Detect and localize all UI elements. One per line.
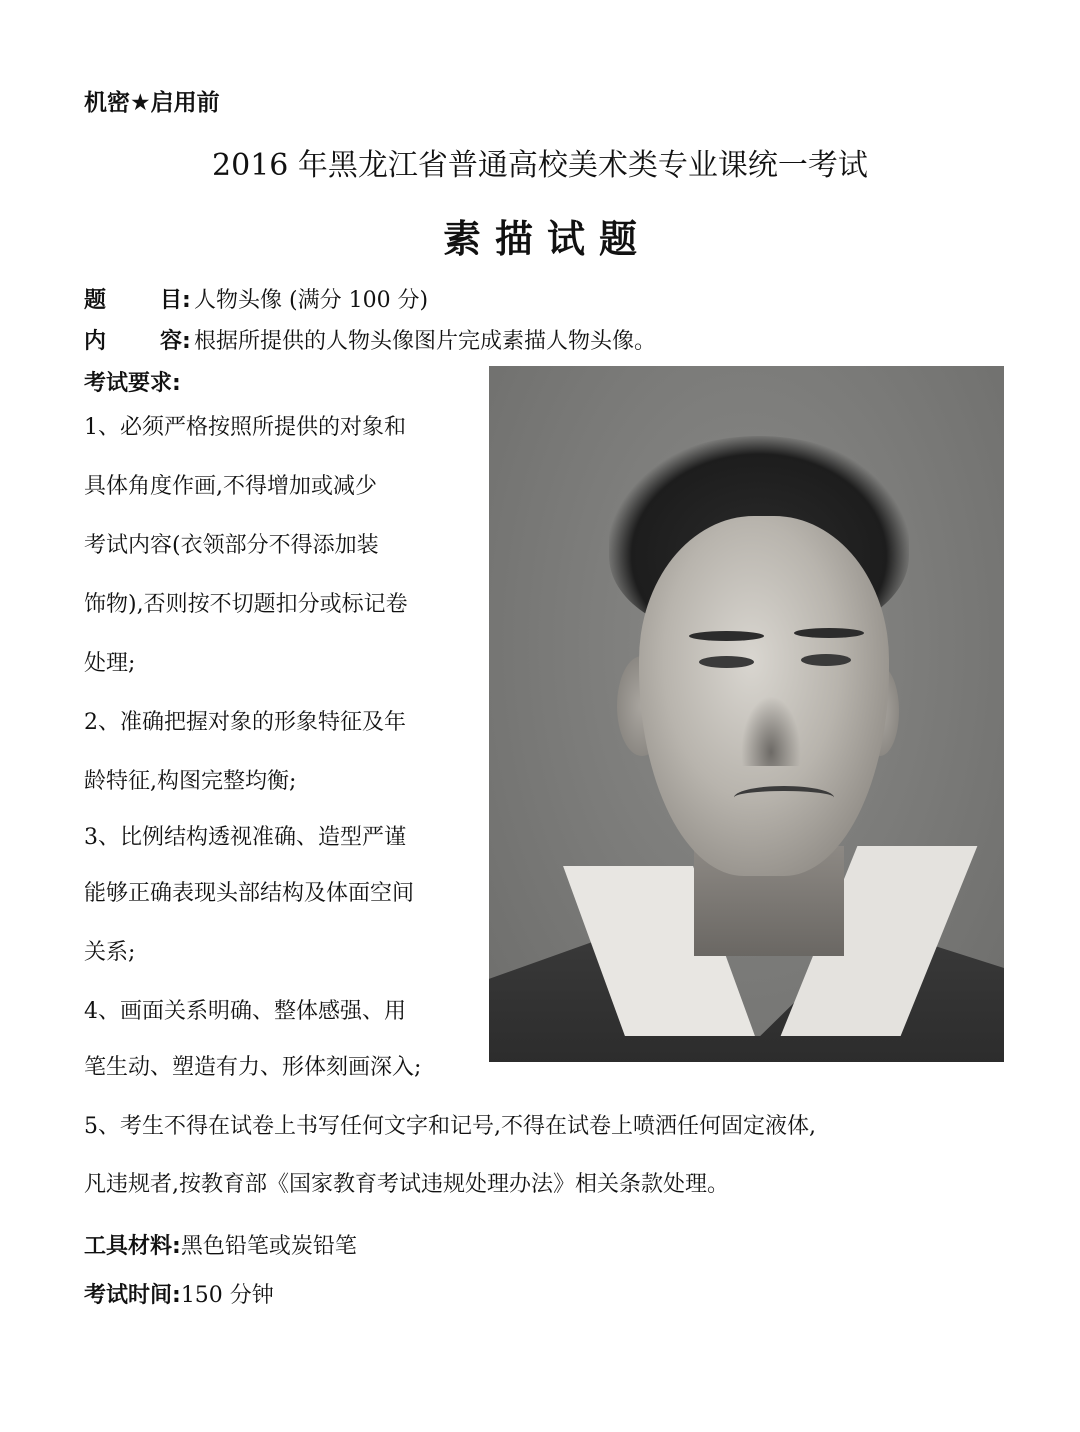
portrait-eye-left [699, 656, 754, 668]
portrait-nose [741, 696, 801, 766]
topic-value: 人物头像 (满分 100 分) [194, 288, 429, 313]
time-label: 考试时间: [84, 1283, 181, 1308]
requirement-line: 考试内容(衣领部分不得添加装 [84, 533, 379, 558]
portrait-eye-right [801, 654, 851, 666]
requirements-heading: 考试要求: [84, 371, 181, 396]
content-label: 内 容: [84, 329, 191, 354]
content-row [84, 324, 656, 355]
requirement-line: 3、比例结构透视准确、造型严谨 [84, 825, 406, 850]
portrait-brow-left [689, 631, 764, 641]
requirement-line: 1、必须严格按照所提供的对象和 [84, 415, 406, 440]
tools-label: 工具材料: [84, 1234, 181, 1259]
confidential-label: 机密★启用前 [84, 90, 220, 116]
requirement-line: 处理; [84, 651, 136, 676]
time-value: 150 分钟 [180, 1283, 274, 1308]
requirement-line: 能够正确表现头部结构及体面空间 [84, 881, 415, 906]
time-row [84, 1278, 274, 1309]
requirement-line: 龄特征,构图完整均衡; [84, 769, 297, 794]
requirement-line: 饰物),否则按不切题扣分或标记卷 [84, 592, 408, 617]
portrait-mouth [734, 786, 834, 809]
topic-row [84, 283, 428, 314]
requirement-line: 关系; [84, 940, 136, 965]
requirement-line: 具体角度作画,不得增加或减少 [84, 474, 377, 499]
requirement-line: 2、准确把握对象的形象特征及年 [84, 710, 406, 735]
topic-label: 题 目: [84, 288, 191, 313]
requirement-line-wide: 凡违规者,按教育部《国家教育考试违规处理办法》相关条款处理。 [84, 1172, 729, 1197]
exam-title: 2016 年黑龙江省普通高校美术类专业课统一考试 [212, 148, 868, 183]
tools-value: 黑色铅笔或炭铅笔 [180, 1234, 357, 1259]
content-value: 根据所提供的人物头像图片完成素描人物头像。 [194, 329, 657, 354]
requirement-line: 4、画面关系明确、整体感强、用 [84, 999, 406, 1024]
tools-row [84, 1229, 357, 1260]
portrait-photo [489, 366, 1004, 1062]
subject-title: 素描试题 [442, 217, 651, 261]
portrait-brow-right [794, 628, 864, 638]
requirement-line: 笔生动、塑造有力、形体刻画深入; [84, 1055, 422, 1080]
requirement-line-wide: 5、考生不得在试卷上书写任何文字和记号,不得在试卷上喷洒任何固定液体, [84, 1114, 816, 1139]
